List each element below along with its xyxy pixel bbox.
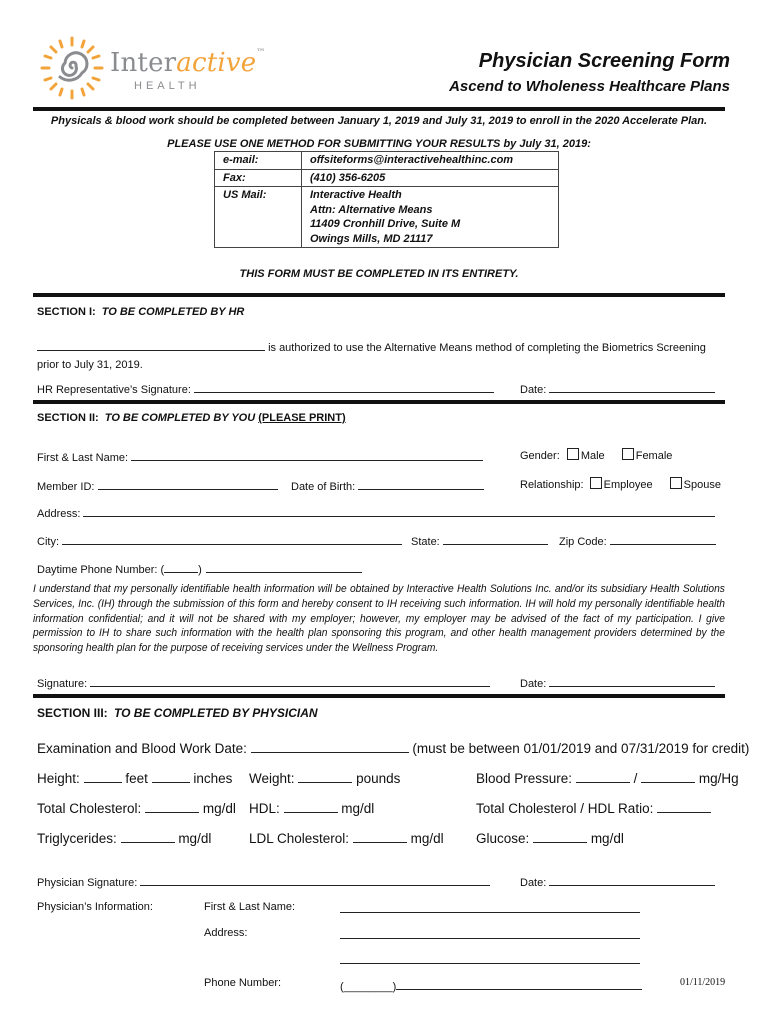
mail-line: Interactive Health xyxy=(310,189,402,201)
weight-label: Weight: xyxy=(249,771,295,786)
zip-row xyxy=(559,532,716,548)
bp-diastolic-field[interactable] xyxy=(641,770,695,783)
section2-divider xyxy=(33,400,725,404)
weight-row xyxy=(249,770,400,786)
physician-address-field-1[interactable] xyxy=(340,938,640,939)
relationship-label: Relationship: xyxy=(520,479,584,491)
fax-value: (410) 356-6205 xyxy=(302,169,559,187)
signature-date-label: Date: xyxy=(520,678,547,690)
brand-sub: HEALTH xyxy=(134,80,201,92)
employee-checkbox[interactable] xyxy=(590,477,602,489)
address-label: Address: xyxy=(37,508,81,520)
trademark: ™ xyxy=(256,48,266,58)
dob-field[interactable] xyxy=(358,477,484,490)
exam-date-row xyxy=(37,740,749,756)
physician-phone-row xyxy=(340,977,642,993)
spouse-checkbox[interactable] xyxy=(670,477,682,489)
physician-address-label: Address: xyxy=(204,927,248,939)
brand-part-b: active xyxy=(176,48,257,78)
hdl-unit: mg/dl xyxy=(341,801,375,816)
mail-line: Attn: Alternative Means xyxy=(310,203,433,216)
physician-date-field[interactable] xyxy=(549,873,715,886)
physician-date-label: Date: xyxy=(520,877,547,889)
section1-divider xyxy=(33,293,725,297)
ratio-field[interactable] xyxy=(657,800,711,813)
email-value[interactable]: offsiteforms@interactivehealthinc.com xyxy=(302,152,559,170)
zip-field[interactable] xyxy=(610,532,716,545)
ldl-label: LDL Cholesterol: xyxy=(249,831,350,846)
exam-date-field[interactable] xyxy=(251,740,409,753)
section1-heading xyxy=(37,306,244,318)
hr-authorized-name-field[interactable] xyxy=(37,338,265,351)
name-row xyxy=(37,448,483,464)
glucose-field[interactable] xyxy=(533,830,587,843)
physician-name-label: First & Last Name: xyxy=(204,901,296,913)
inches-label: inches xyxy=(193,771,233,786)
must-complete-note: THIS FORM MUST BE COMPLETED IN ITS ENTIRETY. xyxy=(239,268,519,280)
section2-heading-label: SECTION II: xyxy=(37,412,99,424)
signature-field[interactable] xyxy=(90,674,490,687)
gender-label: Gender: xyxy=(520,450,560,462)
hr-signature-label: HR Representative’s Signature: xyxy=(37,384,191,396)
feet-label: feet xyxy=(125,771,148,786)
female-checkbox[interactable] xyxy=(622,448,634,460)
intro-line-2: PLEASE USE ONE METHOD FOR SUBMITTING YOUR RESULTS by July 31, 2019: xyxy=(167,138,591,150)
triglycerides-label: Triglycerides: xyxy=(37,831,117,846)
signature-label: Signature: xyxy=(37,678,88,690)
height-label: Height: xyxy=(37,771,80,786)
total-cholesterol-label: Total Cholesterol: xyxy=(37,801,142,816)
mail-address xyxy=(302,187,559,248)
physician-phone-field[interactable] xyxy=(396,977,642,990)
triglycerides-row xyxy=(37,830,211,846)
hr-signature-field[interactable] xyxy=(194,380,494,393)
consent-text: I understand that my personally identifiable health information will be obtained by Interactive Health Solutions Inc. and/or its subsidiary Health Solutions Services, Inc. (IH) through the submission of this form and hereby consent to IH receiving such information. IH will hold my personally identifiable health information confidential; and it will not be shared with my employer; however, my employer may be advised of the fact of my participation. I give permission to IH to share such information with the health plan sponsoring this program, and other health management providers determined by the sponsoring health plan for the purpose of receiving services under the Wellness Program. xyxy=(33,583,725,655)
employee-label: Employee xyxy=(603,479,653,491)
physician-phone-label: Phone Number: xyxy=(204,977,282,989)
bp-row xyxy=(476,770,739,786)
email-label: e-mail: xyxy=(215,152,302,170)
section3-heading-label: SECTION III: xyxy=(37,706,108,720)
glucose-row xyxy=(476,830,624,846)
hdl-label: HDL: xyxy=(249,801,280,816)
name-label: First & Last Name: xyxy=(37,452,129,464)
male-label: Male xyxy=(580,450,605,462)
section3-heading-italic: TO BE COMPLETED BY PHYSICIAN xyxy=(114,706,318,720)
hr-signature-row xyxy=(37,380,494,396)
authorized-row xyxy=(37,338,706,354)
gender-row xyxy=(520,448,672,462)
sun-swirl-icon xyxy=(40,36,104,100)
height-feet-field[interactable] xyxy=(84,770,122,783)
city-label: City: xyxy=(37,536,59,548)
mail-line: 11409 Cronhill Drive, Suite M xyxy=(310,218,461,230)
bp-label: Blood Pressure: xyxy=(476,771,573,786)
signature-row xyxy=(37,674,490,690)
bp-unit: mg/Hg xyxy=(698,771,739,786)
state-label: State: xyxy=(411,536,440,548)
physician-name-field[interactable] xyxy=(340,912,640,913)
address-field[interactable] xyxy=(83,504,715,517)
state-field[interactable] xyxy=(443,532,548,545)
member-id-row xyxy=(37,477,278,493)
ldl-field[interactable] xyxy=(353,830,407,843)
weight-field[interactable] xyxy=(298,770,352,783)
section2-heading-italic: TO BE COMPLETED BY YOU xyxy=(104,412,256,424)
physician-address-field-2[interactable] xyxy=(340,963,640,964)
brand-part-a: Inter xyxy=(110,48,177,78)
prior-text: prior to July 31, 2019. xyxy=(37,359,143,371)
mail-line: Owings Mills, MD 21117 xyxy=(310,232,433,245)
header-divider xyxy=(33,107,725,111)
address-row xyxy=(37,504,715,520)
version-date: 01/11/2019 xyxy=(680,977,726,988)
state-row xyxy=(411,532,548,548)
section3-heading xyxy=(37,706,318,720)
ratio-row xyxy=(476,800,711,816)
phone-field[interactable] xyxy=(206,560,362,573)
hdl-row xyxy=(249,800,374,816)
section3-divider xyxy=(33,694,725,698)
city-field[interactable] xyxy=(62,532,402,545)
ldl-row xyxy=(249,830,444,846)
hr-date-row xyxy=(520,380,715,396)
ratio-label: Total Cholesterol / HDL Ratio: xyxy=(476,801,654,816)
spouse-label: Spouse xyxy=(683,479,721,491)
triglycerides-field[interactable] xyxy=(121,830,175,843)
hdl-field[interactable] xyxy=(284,800,338,813)
section2-heading-print: (PLEASE PRINT) xyxy=(258,412,346,424)
phone-row: Daytime Phone Number: ( ) xyxy=(37,560,362,576)
city-row xyxy=(37,532,402,548)
zip-label: Zip Code: xyxy=(559,536,607,548)
area-code-field[interactable] xyxy=(164,560,198,573)
signature-date-field[interactable] xyxy=(549,674,715,687)
form-subtitle: Ascend to Wholeness Healthcare Plans xyxy=(449,78,730,95)
relationship-row xyxy=(520,477,721,491)
glucose-label: Glucose: xyxy=(476,831,530,846)
member-id-field[interactable] xyxy=(98,477,278,490)
name-field[interactable] xyxy=(131,448,483,461)
dob-label: Date of Birth: xyxy=(291,481,356,493)
pounds-label: pounds xyxy=(356,771,401,786)
logo xyxy=(40,36,266,102)
physician-signature-field[interactable] xyxy=(140,873,490,886)
height-inches-field[interactable] xyxy=(152,770,190,783)
female-label: Female xyxy=(635,450,673,462)
total-cholesterol-field[interactable] xyxy=(145,800,199,813)
physician-signature-label: Physician Signature: xyxy=(37,877,138,889)
submission-methods-table xyxy=(214,151,559,248)
mail-label: US Mail: xyxy=(215,187,302,248)
authorized-text: is authorized to use the Alternative Means method of completing the Biometrics Screening xyxy=(268,342,706,354)
height-row xyxy=(37,770,232,786)
triglycerides-unit: mg/dl xyxy=(178,831,212,846)
intro-line-1: Physicals & blood work should be completed between January 1, 2019 and July 31, 2019 to enroll in the 2020 Accelerate Plan. xyxy=(50,115,708,127)
section1-heading-italic: TO BE COMPLETED BY HR xyxy=(101,306,245,318)
member-id-label: Member ID: xyxy=(37,481,95,493)
form-title: Physician Screening Form xyxy=(478,50,730,72)
total-cholesterol-row xyxy=(37,800,236,816)
glucose-unit: mg/dl xyxy=(590,831,624,846)
total-cholesterol-unit: mg/dl xyxy=(202,801,236,816)
hr-date-label: Date: xyxy=(520,384,547,396)
exam-date-note: (must be between 01/01/2019 and 07/31/2019 for credit) xyxy=(412,741,750,756)
ldl-unit: mg/dl xyxy=(410,831,444,846)
fax-label: Fax: xyxy=(215,169,302,187)
phone-label: Daytime Phone Number: ( xyxy=(37,564,165,576)
dob-row xyxy=(291,477,484,493)
physician-signature-row xyxy=(37,873,490,889)
brand-name xyxy=(110,48,266,78)
physician-date-row xyxy=(520,873,715,889)
signature-date-row xyxy=(520,674,715,690)
exam-date-label: Examination and Blood Work Date: xyxy=(37,741,247,756)
bp-slash: / xyxy=(633,771,638,786)
hr-date-field[interactable] xyxy=(549,380,715,393)
physician-area-code-field[interactable]: (________) xyxy=(340,981,397,993)
physician-info-label: Physician’s Information: xyxy=(37,901,153,913)
male-checkbox[interactable] xyxy=(567,448,579,460)
section1-heading-label: SECTION I: xyxy=(37,306,96,318)
section2-heading xyxy=(37,412,346,424)
bp-systolic-field[interactable] xyxy=(576,770,630,783)
